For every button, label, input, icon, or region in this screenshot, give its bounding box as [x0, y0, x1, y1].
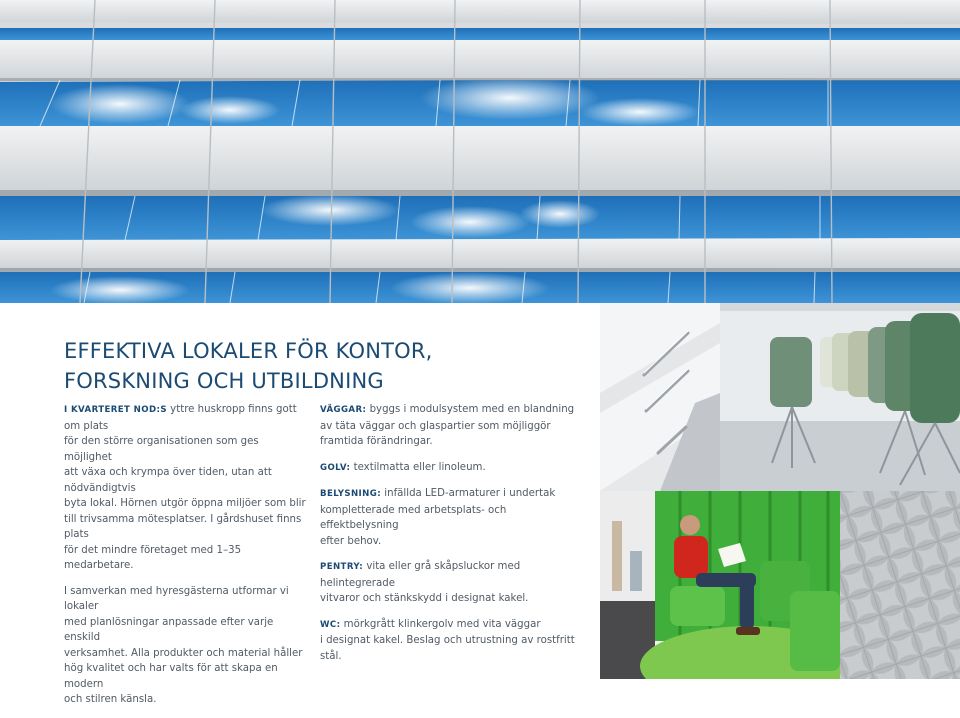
- spec-lighting: [320, 486, 582, 549]
- spec-line: efter behov.: [320, 535, 382, 547]
- intro-column: [64, 402, 308, 718]
- spec-line: textilmatta eller linoleum.: [350, 461, 486, 473]
- spec-line: vita eller grå skåpsluckor med helintegrerade: [320, 561, 521, 589]
- spec-label: VÄGGAR:: [320, 405, 367, 415]
- intro-paragraph-1: [64, 402, 308, 574]
- spec-line: framtida förändringar.: [320, 436, 433, 447]
- chairs-photo: [720, 303, 960, 491]
- intro-line: för den större organisationen som ges möjlighet: [64, 436, 259, 463]
- intro-line: byta lokal. Hörnen utgör öppna miljöer som blir: [64, 498, 306, 509]
- intro-line: I samverkan med hyresgästerna utformar vi lokaler: [64, 585, 289, 612]
- spec-wc: [320, 617, 582, 665]
- spec-label: GOLV:: [320, 462, 351, 473]
- spec-label: PENTRY:: [320, 562, 364, 572]
- facade-photo: [0, 0, 960, 303]
- spec-line: byggs i modulsystem med en blandning: [366, 404, 575, 415]
- spec-line: kompletterade med arbetsplats- och effektbelysning: [320, 504, 507, 531]
- spec-line: infällda LED-armaturer i undertak: [381, 488, 556, 499]
- intro-lead: I KVARTERET NOD:S: [64, 405, 167, 415]
- cabinet-photo: [600, 303, 720, 491]
- spec-walls: [320, 402, 582, 450]
- spec-line: i designat kakel. Beslag och utrustning av rostfritt stål.: [320, 635, 575, 662]
- intro-line: med planlösningar anpassade efter varje enskild: [64, 616, 274, 643]
- intro-line: och stilren känsla.: [64, 694, 157, 705]
- intro-line: verksamhet. Alla produkter och material håller: [64, 647, 303, 659]
- specs-column: [320, 402, 582, 674]
- spec-floor: [320, 460, 582, 477]
- spec-line: mörkgrått klinkergolv med vita väggar: [340, 618, 541, 630]
- tiles-photo: [840, 491, 960, 679]
- intro-line: hög kvalitet och har valts för att skapa en modern: [64, 663, 278, 690]
- intro-line: yttre huskropp finns gott om plats: [64, 404, 297, 432]
- page-title-line-2: FORSKNING OCH UTBILDNING: [64, 369, 384, 393]
- page-title: [64, 336, 584, 396]
- reading-room-photo: [600, 491, 840, 679]
- intro-line: till trivsamma mötesplatser. I gårdshuset finns plats: [64, 513, 302, 540]
- page-title-line-1: EFFEKTIVA LOKALER FÖR KONTOR,: [64, 339, 433, 363]
- intro-paragraph-2: [64, 584, 308, 708]
- spec-pantry: [320, 559, 582, 607]
- intro-line: att växa och krympa över tiden, utan att nödvändigtvis: [64, 467, 272, 494]
- spec-label: WC:: [320, 619, 341, 630]
- intro-line: för det mindre företaget med 1–35 medarbetare.: [64, 544, 242, 571]
- spec-line: av täta väggar och glaspartier som möjliggör: [320, 420, 551, 432]
- spec-label: BELYSNING:: [320, 489, 382, 499]
- spec-line: vitvaror och stänkskydd i designat kakel.: [320, 593, 529, 604]
